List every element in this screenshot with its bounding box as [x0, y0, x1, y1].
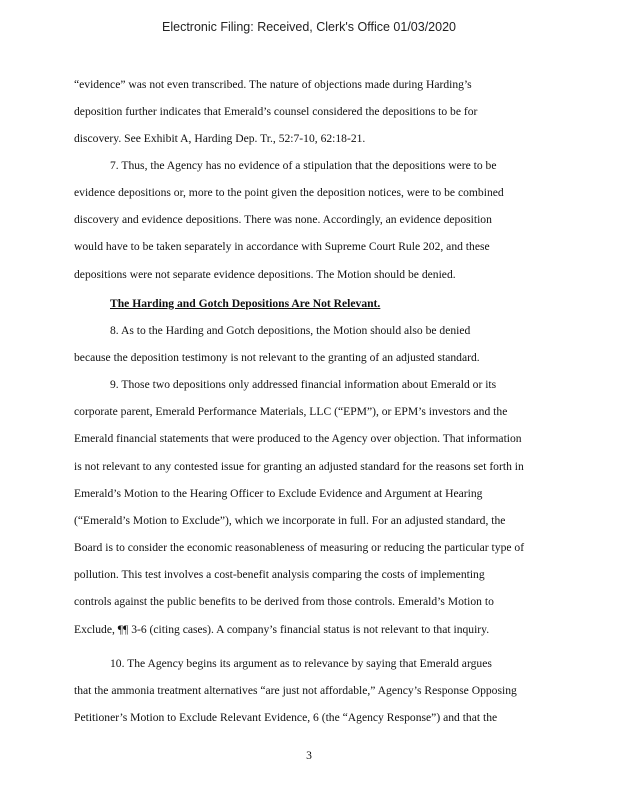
paragraph-7-line-5: depositions were not separate evidence depositions. The Motion should be denied. — [74, 268, 456, 281]
body-line-1: “evidence” was not even transcribed. The nature of objections made during Harding’s — [74, 78, 472, 91]
paragraph-7-line-3: discovery and evidence depositions. There was none. Accordingly, an evidence deposition — [74, 213, 492, 226]
paragraph-9-line-3: Emerald financial statements that were produced to the Agency over objection. That information — [74, 432, 522, 445]
paragraph-8-line-2: because the deposition testimony is not relevant to the granting of an adjusted standard. — [74, 351, 480, 364]
paragraph-9-line-4: is not relevant to any contested issue for granting an adjusted standard for the reasons set forth in — [74, 460, 524, 473]
paragraph-10-line-1: 10. The Agency begins its argument as to relevance by saying that Emerald argues — [110, 657, 492, 670]
paragraph-7-line-1: 7. Thus, the Agency has no evidence of a stipulation that the depositions were to be — [110, 159, 497, 172]
paragraph-9-line-7: Board is to consider the economic reasonableness of measuring or reducing the particular type of — [74, 541, 525, 554]
paragraph-9-line-1: 9. Those two depositions only addressed financial information about Emerald or its — [110, 378, 497, 391]
section-heading: The Harding and Gotch Depositions Are Not Relevant. — [110, 297, 381, 310]
paragraph-7-line-2: evidence depositions or, more to the point given the deposition notices, were to be combined — [74, 186, 504, 199]
paragraph-9-line-9: controls against the public benefits to be derived from those controls. Emerald’s Motion to — [74, 595, 494, 608]
electronic-filing-header: Electronic Filing: Received, Clerk's Office 01/03/2020 — [162, 20, 456, 34]
paragraph-7-line-4: would have to be taken separately in accordance with Supreme Court Rule 202, and these — [74, 240, 490, 253]
paragraph-8-line-1: 8. As to the Harding and Gotch depositions, the Motion should also be denied — [110, 324, 471, 337]
body-line-3: discovery. See Exhibit A, Harding Dep. Tr., 52:7-10, 62:18-21. — [74, 132, 366, 145]
paragraph-9-line-10: Exclude, ¶¶ 3-6 (citing cases). A company’s financial status is not relevant to that inquiry. — [74, 623, 490, 636]
paragraph-9-line-8: pollution. This test involves a cost-benefit analysis comparing the costs of implementing — [74, 568, 485, 581]
paragraph-10-line-3: Petitioner’s Motion to Exclude Relevant Evidence, 6 (the “Agency Response”) and that the — [74, 711, 498, 724]
paragraph-9-line-2: corporate parent, Emerald Performance Materials, LLC (“EPM”), or EPM’s investors and the — [74, 405, 508, 418]
paragraph-10-line-2: that the ammonia treatment alternatives “are just not affordable,” Agency’s Response Opposing — [74, 684, 517, 697]
page-number: 3 — [306, 749, 312, 762]
paragraph-9-line-6: (“Emerald’s Motion to Exclude”), which we incorporate in full. For an adjusted standard, the — [74, 514, 506, 527]
body-line-2: deposition further indicates that Emerald’s counsel considered the depositions to be for — [74, 105, 478, 118]
paragraph-9-line-5: Emerald’s Motion to the Hearing Officer to Exclude Evidence and Argument at Hearing — [74, 487, 483, 500]
